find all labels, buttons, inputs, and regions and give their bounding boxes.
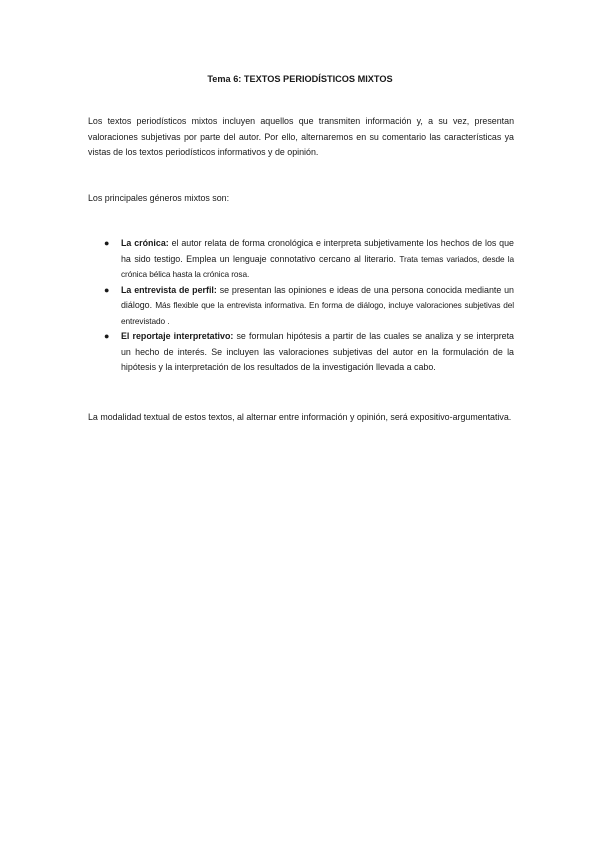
- genre-text: se presentan las opiniones e ideas de una persona conocida mediante un diálogo.: [121, 284, 514, 310]
- bullet-icon: ●: [104, 331, 110, 341]
- genre-extra: Más flexible que la entrevista informativa. En forma de diálogo, incluye valoraciones subjetivas del entrevistado .: [121, 300, 514, 326]
- genre-text: se formulan hipótesis a partir de las cuales se analiza y se interpreta un hecho de interés. Se incluyen las valoraciones subjetivas del autor en la formulación de la hipótesis y la interpretación de los resultados de la investigación llevada a cabo.: [121, 331, 514, 372]
- list-item: [104, 236, 514, 283]
- bullet-icon: ●: [104, 284, 110, 295]
- closing-paragraph: La modalidad textual de estos textos, al alternar entre información y opinión, será expositivo-argumentativa.: [88, 412, 512, 422]
- list-item: [104, 329, 514, 376]
- page-title: Tema 6: TEXTOS PERIODÍSTICOS MIXTOS: [207, 74, 393, 84]
- genre-text: el autor relata de forma cronológica e interpreta subjetivamente los hechos de los que ha sido testigo. Emplea un lenguaje connotativo cercano al literario.: [121, 238, 514, 264]
- genres-intro-paragraph: Los principales géneros mixtos son:: [88, 193, 230, 203]
- list-item: [104, 283, 514, 330]
- intro-paragraph: Los textos periodísticos mixtos incluyen aquellos que transmiten información y, a su vez, presentan valoraciones subjetivas por parte del autor. Por ello, alternaremos en su comentario las características ya vistas de los textos periodísticos informativos y de opinión.: [88, 116, 514, 157]
- genre-extra: Trata temas variados, desde la crónica bélica hasta la crónica rosa.: [121, 253, 514, 279]
- genres-list: [104, 236, 514, 376]
- genre-term: El reportaje interpretativo:: [121, 331, 234, 341]
- genre-term: La entrevista de perfil:: [121, 284, 217, 295]
- bullet-icon: ●: [104, 238, 110, 248]
- genre-term: La crónica:: [121, 238, 169, 248]
